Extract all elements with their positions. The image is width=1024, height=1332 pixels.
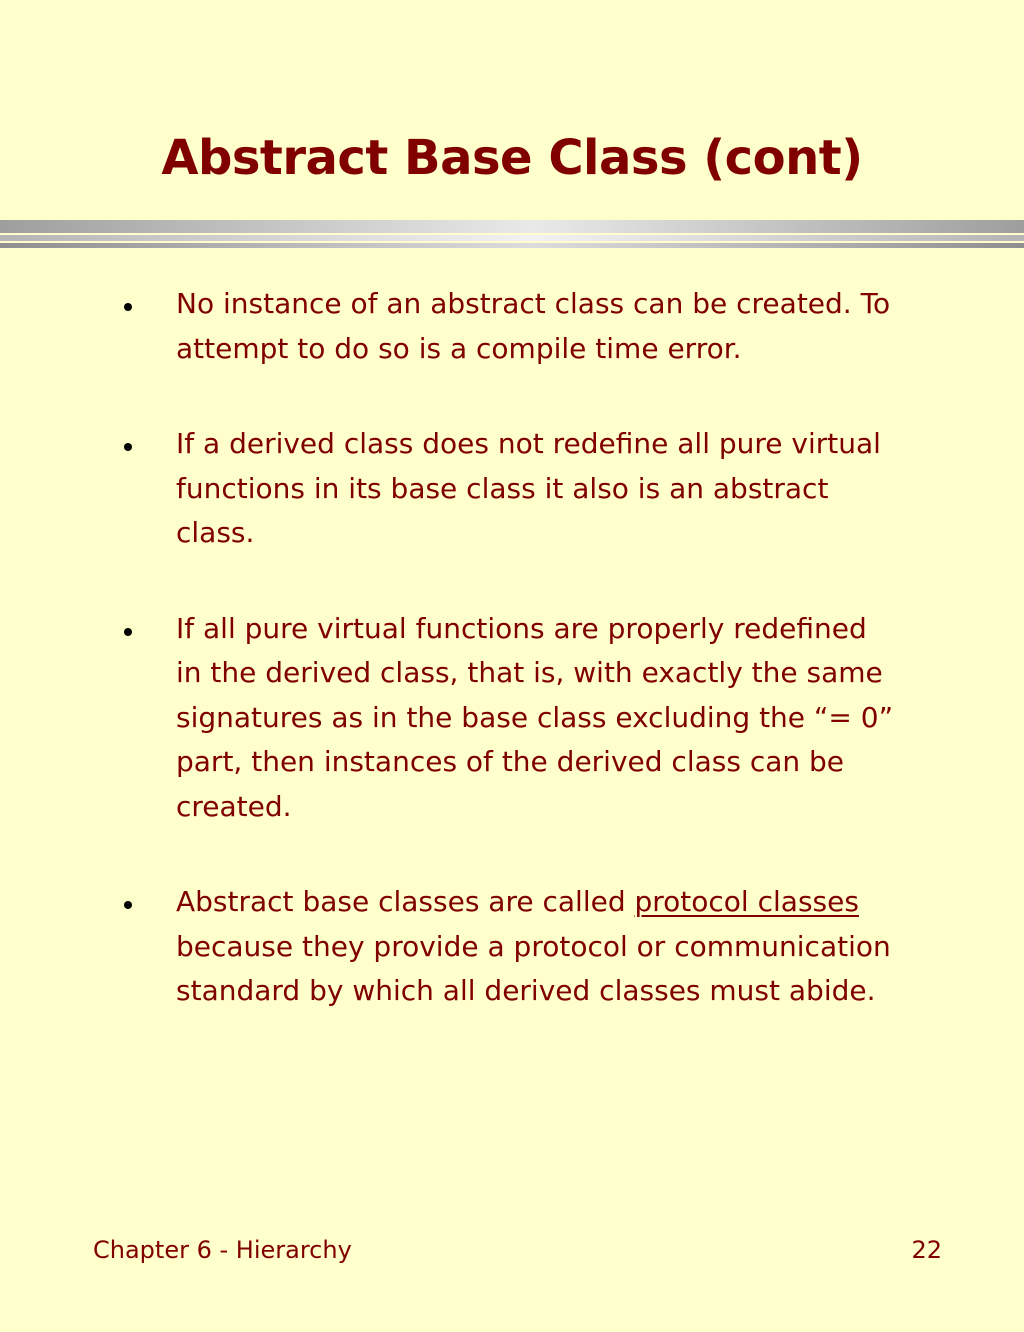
footer-page-number: 22 bbox=[911, 1236, 942, 1264]
bullet-dot-icon bbox=[124, 628, 132, 636]
bullet-dot-icon bbox=[124, 443, 132, 451]
bullet-text: If a derived class does not redefine all pure virtual functions in its base class it also is an abstract class. bbox=[176, 427, 881, 549]
bullet-item-2 bbox=[0, 422, 896, 556]
bullet-text-suffix: because they provide a protocol or communication standard by which all derived classes must abide. bbox=[176, 929, 891, 1007]
bullet-item-4 bbox=[0, 880, 896, 1014]
bullet-dot-icon bbox=[124, 901, 132, 909]
title-divider bbox=[0, 220, 1024, 252]
divider-band-bottom bbox=[0, 243, 1024, 248]
bullet-text-prefix: Abstract base classes are called bbox=[176, 885, 635, 918]
bullet-item-3 bbox=[0, 607, 896, 830]
bullet-text: If all pure virtual functions are properly redefined in the derived class, that is, with exactly the same signatures as in the base class excluding the “= 0” part, then instances of the derived class can be created. bbox=[176, 611, 894, 823]
bullet-item-1 bbox=[0, 282, 896, 371]
bullet-text: No instance of an abstract class can be created. To attempt to do so is a compile time error. bbox=[176, 287, 891, 365]
footer-chapter: Chapter 6 - Hierarchy bbox=[93, 1236, 352, 1264]
slide-title: Abstract Base Class (cont) bbox=[161, 130, 863, 186]
bullet-list bbox=[0, 282, 1024, 1065]
bullet-dot-icon bbox=[124, 303, 132, 311]
divider-band-middle bbox=[0, 235, 1024, 241]
protocol-classes-link[interactable]: protocol classes bbox=[634, 885, 859, 918]
divider-band-top bbox=[0, 220, 1024, 233]
